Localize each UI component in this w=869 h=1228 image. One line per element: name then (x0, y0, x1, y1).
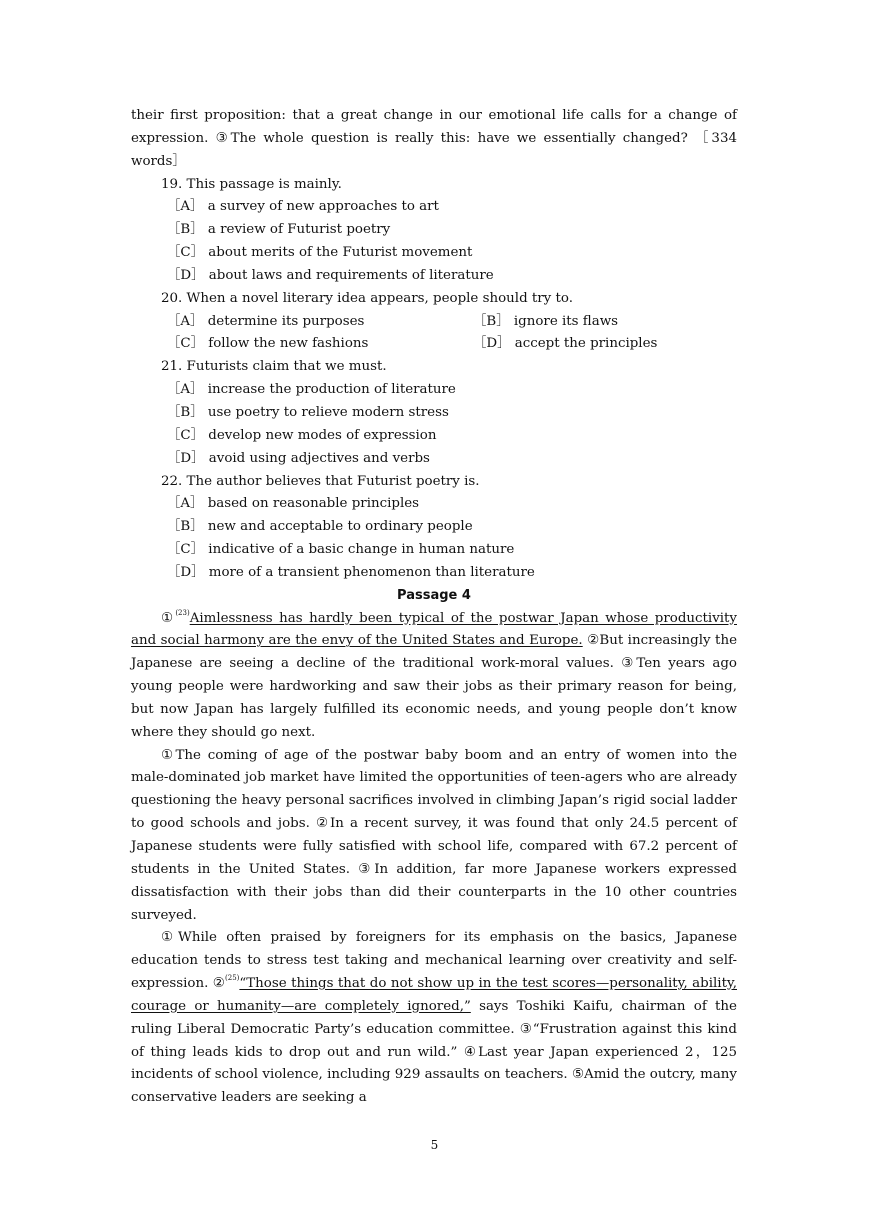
question-20-option-b: ［B］ ignore its flaws (473, 313, 619, 329)
passage-paragraph-3 (131, 927, 737, 1110)
question-21-stem: 21. Futurists claim that we must. (161, 359, 387, 375)
paragraph-1-lead: ① (161, 610, 176, 626)
question-20-option-c: ［C］ follow the new fashions (167, 336, 369, 352)
question-22-option-d: ［D］ more of a transient phenomenon than literature (167, 564, 535, 580)
question-21-option-a: ［A］ increase the production of literature (167, 382, 456, 398)
paragraph-3-underlined: “Those things that do not show up in the test scores—personality, ability, courage or humanity—are completely ignored,” (131, 976, 737, 1014)
question-21-option-c: ［C］ develop new modes of expression (167, 427, 437, 443)
paragraph-3-after: says Toshiki Kaifu, chairman of the ruling Liberal Democratic Party’s education committee. ③“Frustration against this kind of thing leads kids to drop out and run wild.” ④Last year Japan experienced 2，125 incidents of school violence, including 929 assaults on teachers. ⑤Amid the outcry, many conservative leaders are seeking a (131, 998, 737, 1106)
question-21-option-b: ［B］ use poetry to relieve modern stress (167, 404, 449, 420)
question-19-option-c: ［C］ about merits of the Futurist movement (167, 245, 473, 261)
passage-title: Passage 4 (397, 587, 471, 603)
question-22-option-c: ［C］ indicative of a basic change in human nature (167, 542, 515, 558)
question-20-row-1 (131, 311, 737, 334)
question-19-stem: 19. This passage is mainly. (161, 176, 342, 192)
page-content (131, 105, 737, 1110)
question-22-option-b: ［B］ new and acceptable to ordinary people (167, 519, 473, 535)
intro-paragraph: their first proposition: that a great change in our emotional life calls for a change of expression. ③The whole question is really this: have we essentially changed? ［334 words］ (131, 108, 737, 169)
paragraph-1-underlined: Aimlessness has hardly been typical of the postwar Japan whose productivity and social harmony are the envy of the United States and Europe. (131, 610, 737, 649)
question-22-stem: 22. The author believes that Futurist poetry is. (161, 473, 480, 489)
question-19-option-a: ［A］ a survey of new approaches to art (167, 199, 439, 215)
passage-paragraph-1 (131, 608, 737, 745)
question-19-option-b: ［B］ a review of Futurist poetry (167, 222, 391, 238)
paragraph-3-before: ①While often praised by foreigners for its emphasis on the basics, Japanese education tends to stress test taking and mechanical learning over creativity and self-expression. ② (131, 930, 737, 992)
paragraph-1-rest: ②But increasingly the Japanese are seeing a decline of the traditional work-moral values. ③Ten years ago young people were hardworking and saw their jobs as their primary reason for being, but now Japan has largely fulfilled its economic needs, and young people don’t know where they should go next. (131, 633, 737, 740)
question-19-option-d: ［D］ about laws and requirements of literature (167, 267, 494, 283)
question-22-option-a: ［A］ based on reasonable principles (167, 496, 420, 512)
paragraph-3-note-marker: (25) (225, 974, 240, 983)
question-20-option-d: ［D］ accept the principles (473, 336, 658, 352)
question-20-option-a: ［A］ determine its purposes (167, 313, 365, 329)
question-21-option-d: ［D］ avoid using adjectives and verbs (167, 450, 430, 466)
question-20-row-2 (131, 333, 737, 356)
passage-paragraph-2: ①The coming of age of the postwar baby boom and an entry of women into the male-dominated job market have limited the opportunities of teen-agers who are already questioning the heavy personal sacrifices involved in climbing Japan’s rigid social ladder to good schools and jobs. ②In a recent survey, it was found that only 24.5 percent of Japanese students were fully satisfied with school life, compared with 67.2 percent of students in the United States. ③In addition, far more Japanese workers expressed dissatisfaction with their jobs than did their counterparts in the 10 other countries surveyed. (131, 747, 737, 923)
paragraph-1-note-marker: (23) (175, 608, 190, 617)
question-20-stem: 20. When a novel literary idea appears, people should try to. (161, 290, 573, 306)
page-number: 5 (430, 1138, 439, 1152)
